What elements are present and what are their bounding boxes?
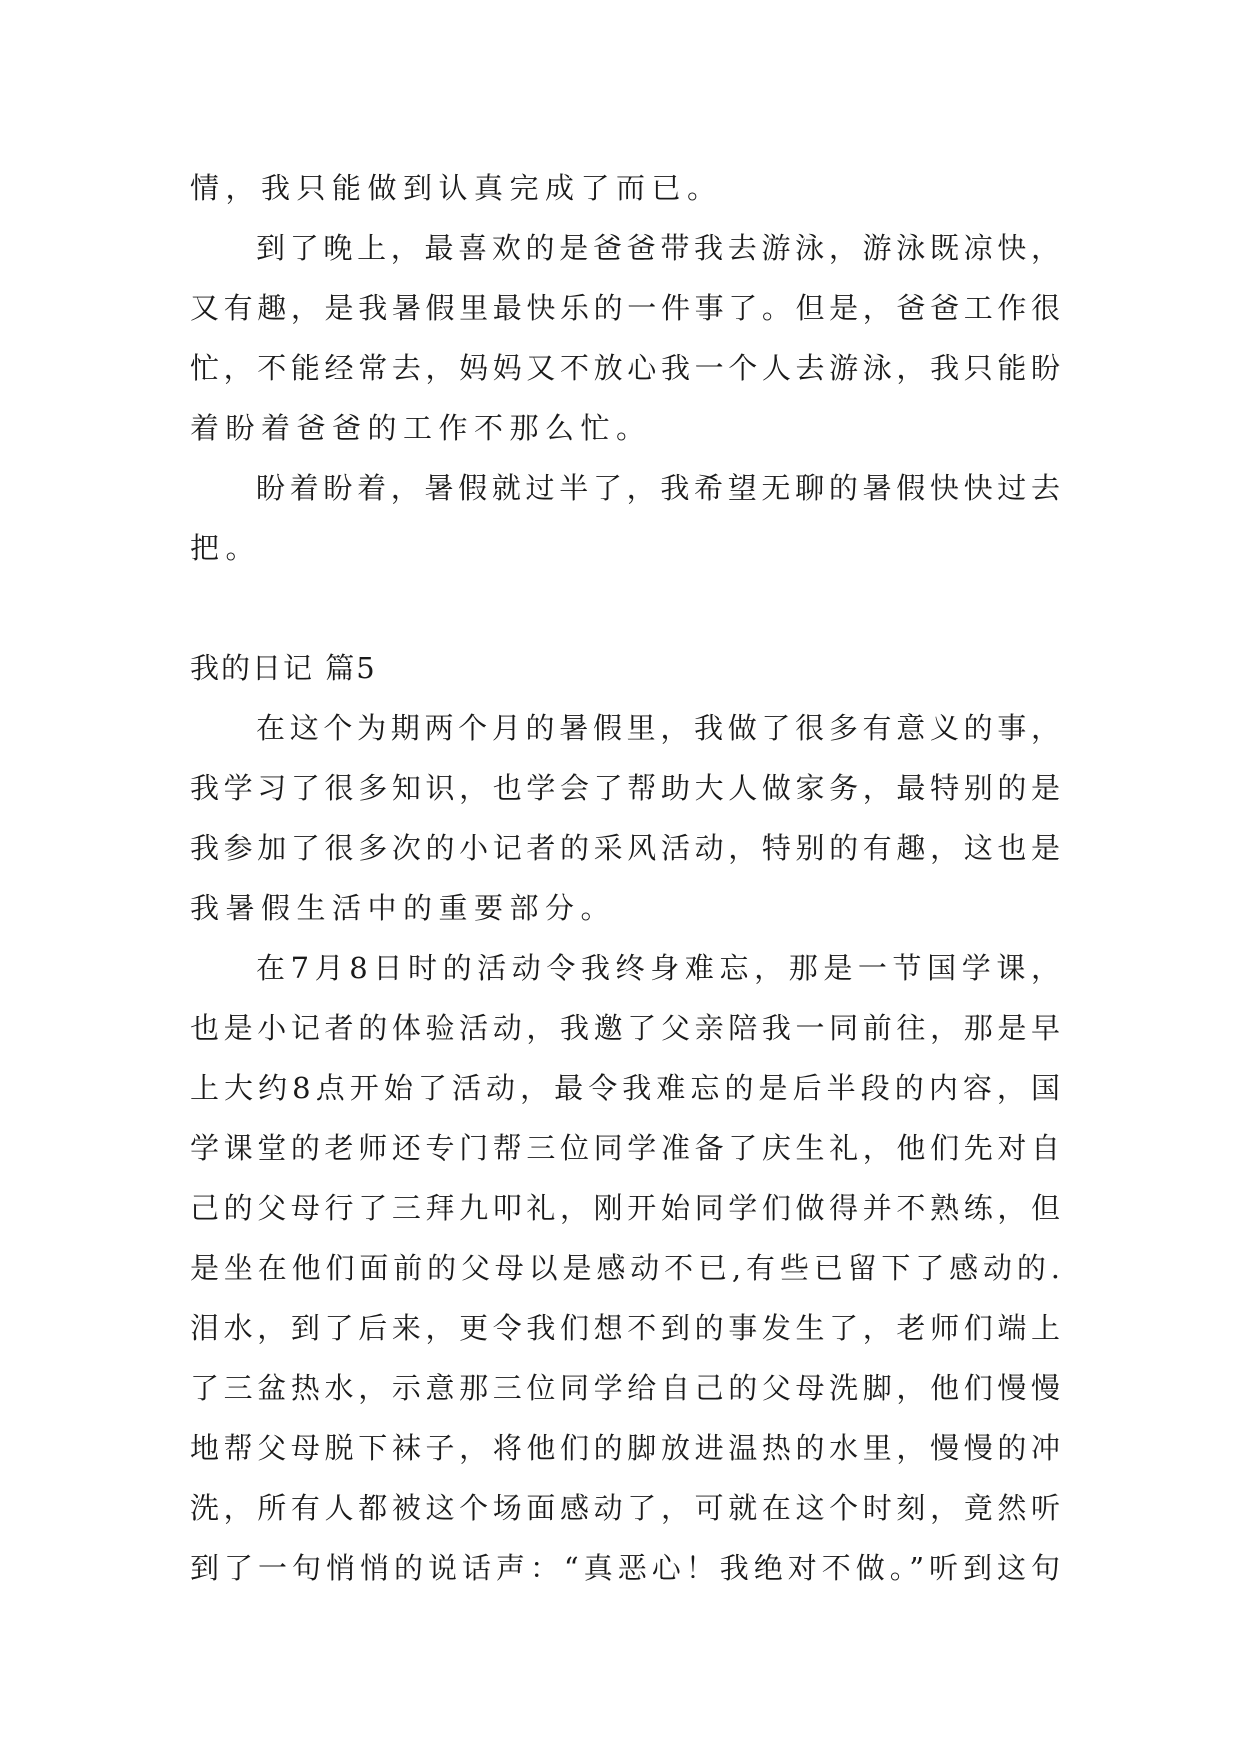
- section-gap: [190, 578, 1060, 638]
- text-line: 忙，不能经常去，妈妈又不放心我一个人去游泳，我只能盼: [190, 351, 1060, 385]
- text-line: 着盼着爸爸的工作不那么忙。: [190, 411, 652, 445]
- text-line: 到了一句悄悄的说话声：“真恶心！我绝对不做。”听到这句: [190, 1551, 1060, 1585]
- text-line: 我参加了很多次的小记者的采风活动，特别的有趣，这也是: [190, 831, 1060, 865]
- section-title: 我的日记 篇5: [190, 651, 377, 685]
- document-page: [190, 158, 1060, 1598]
- text-line: 泪水，到了后来，更令我们想不到的事发生了，老师们端上: [190, 1311, 1060, 1345]
- text-line: 是坐在他们面前的父母以是感动不已,有些已留下了感动的.: [190, 1251, 1060, 1285]
- text-line: 情，我只能做到认真完成了而已。: [190, 171, 723, 205]
- text-line: 了三盆热水，示意那三位同学给自己的父母洗脚，他们慢慢: [190, 1371, 1060, 1405]
- text-line: 盼着盼着，暑假就过半了，我希望无聊的暑假快快过去: [256, 471, 1060, 505]
- text-line: 学课堂的老师还专门帮三位同学准备了庆生礼，他们先对自: [190, 1131, 1060, 1165]
- text-line: 洗，所有人都被这个场面感动了，可就在这个时刻，竟然听: [190, 1491, 1060, 1525]
- text-line: 在7月8日时的活动令我终身难忘，那是一节国学课，: [256, 951, 1060, 985]
- text-line: 在这个为期两个月的暑假里，我做了很多有意义的事，: [256, 711, 1060, 745]
- text-line: 己的父母行了三拜九叩礼，刚开始同学们做得并不熟练，但: [190, 1191, 1060, 1225]
- text-line: 我暑假生活中的重要部分。: [190, 891, 617, 925]
- text-line: 又有趣，是我暑假里最快乐的一件事了。但是，爸爸工作很: [190, 291, 1060, 325]
- text-line: 地帮父母脱下袜子，将他们的脚放进温热的水里，慢慢的冲: [190, 1431, 1060, 1465]
- text-line: 也是小记者的体验活动，我邀了父亲陪我一同前往，那是早: [190, 1011, 1060, 1045]
- text-line: 我学习了很多知识，也学会了帮助大人做家务，最特别的是: [190, 771, 1060, 805]
- text-line: 到了晚上，最喜欢的是爸爸带我去游泳，游泳既凉快，: [256, 231, 1060, 265]
- text-line: 把。: [190, 531, 262, 565]
- text-line: 上大约8点开始了活动，最令我难忘的是后半段的内容，国: [190, 1071, 1060, 1105]
